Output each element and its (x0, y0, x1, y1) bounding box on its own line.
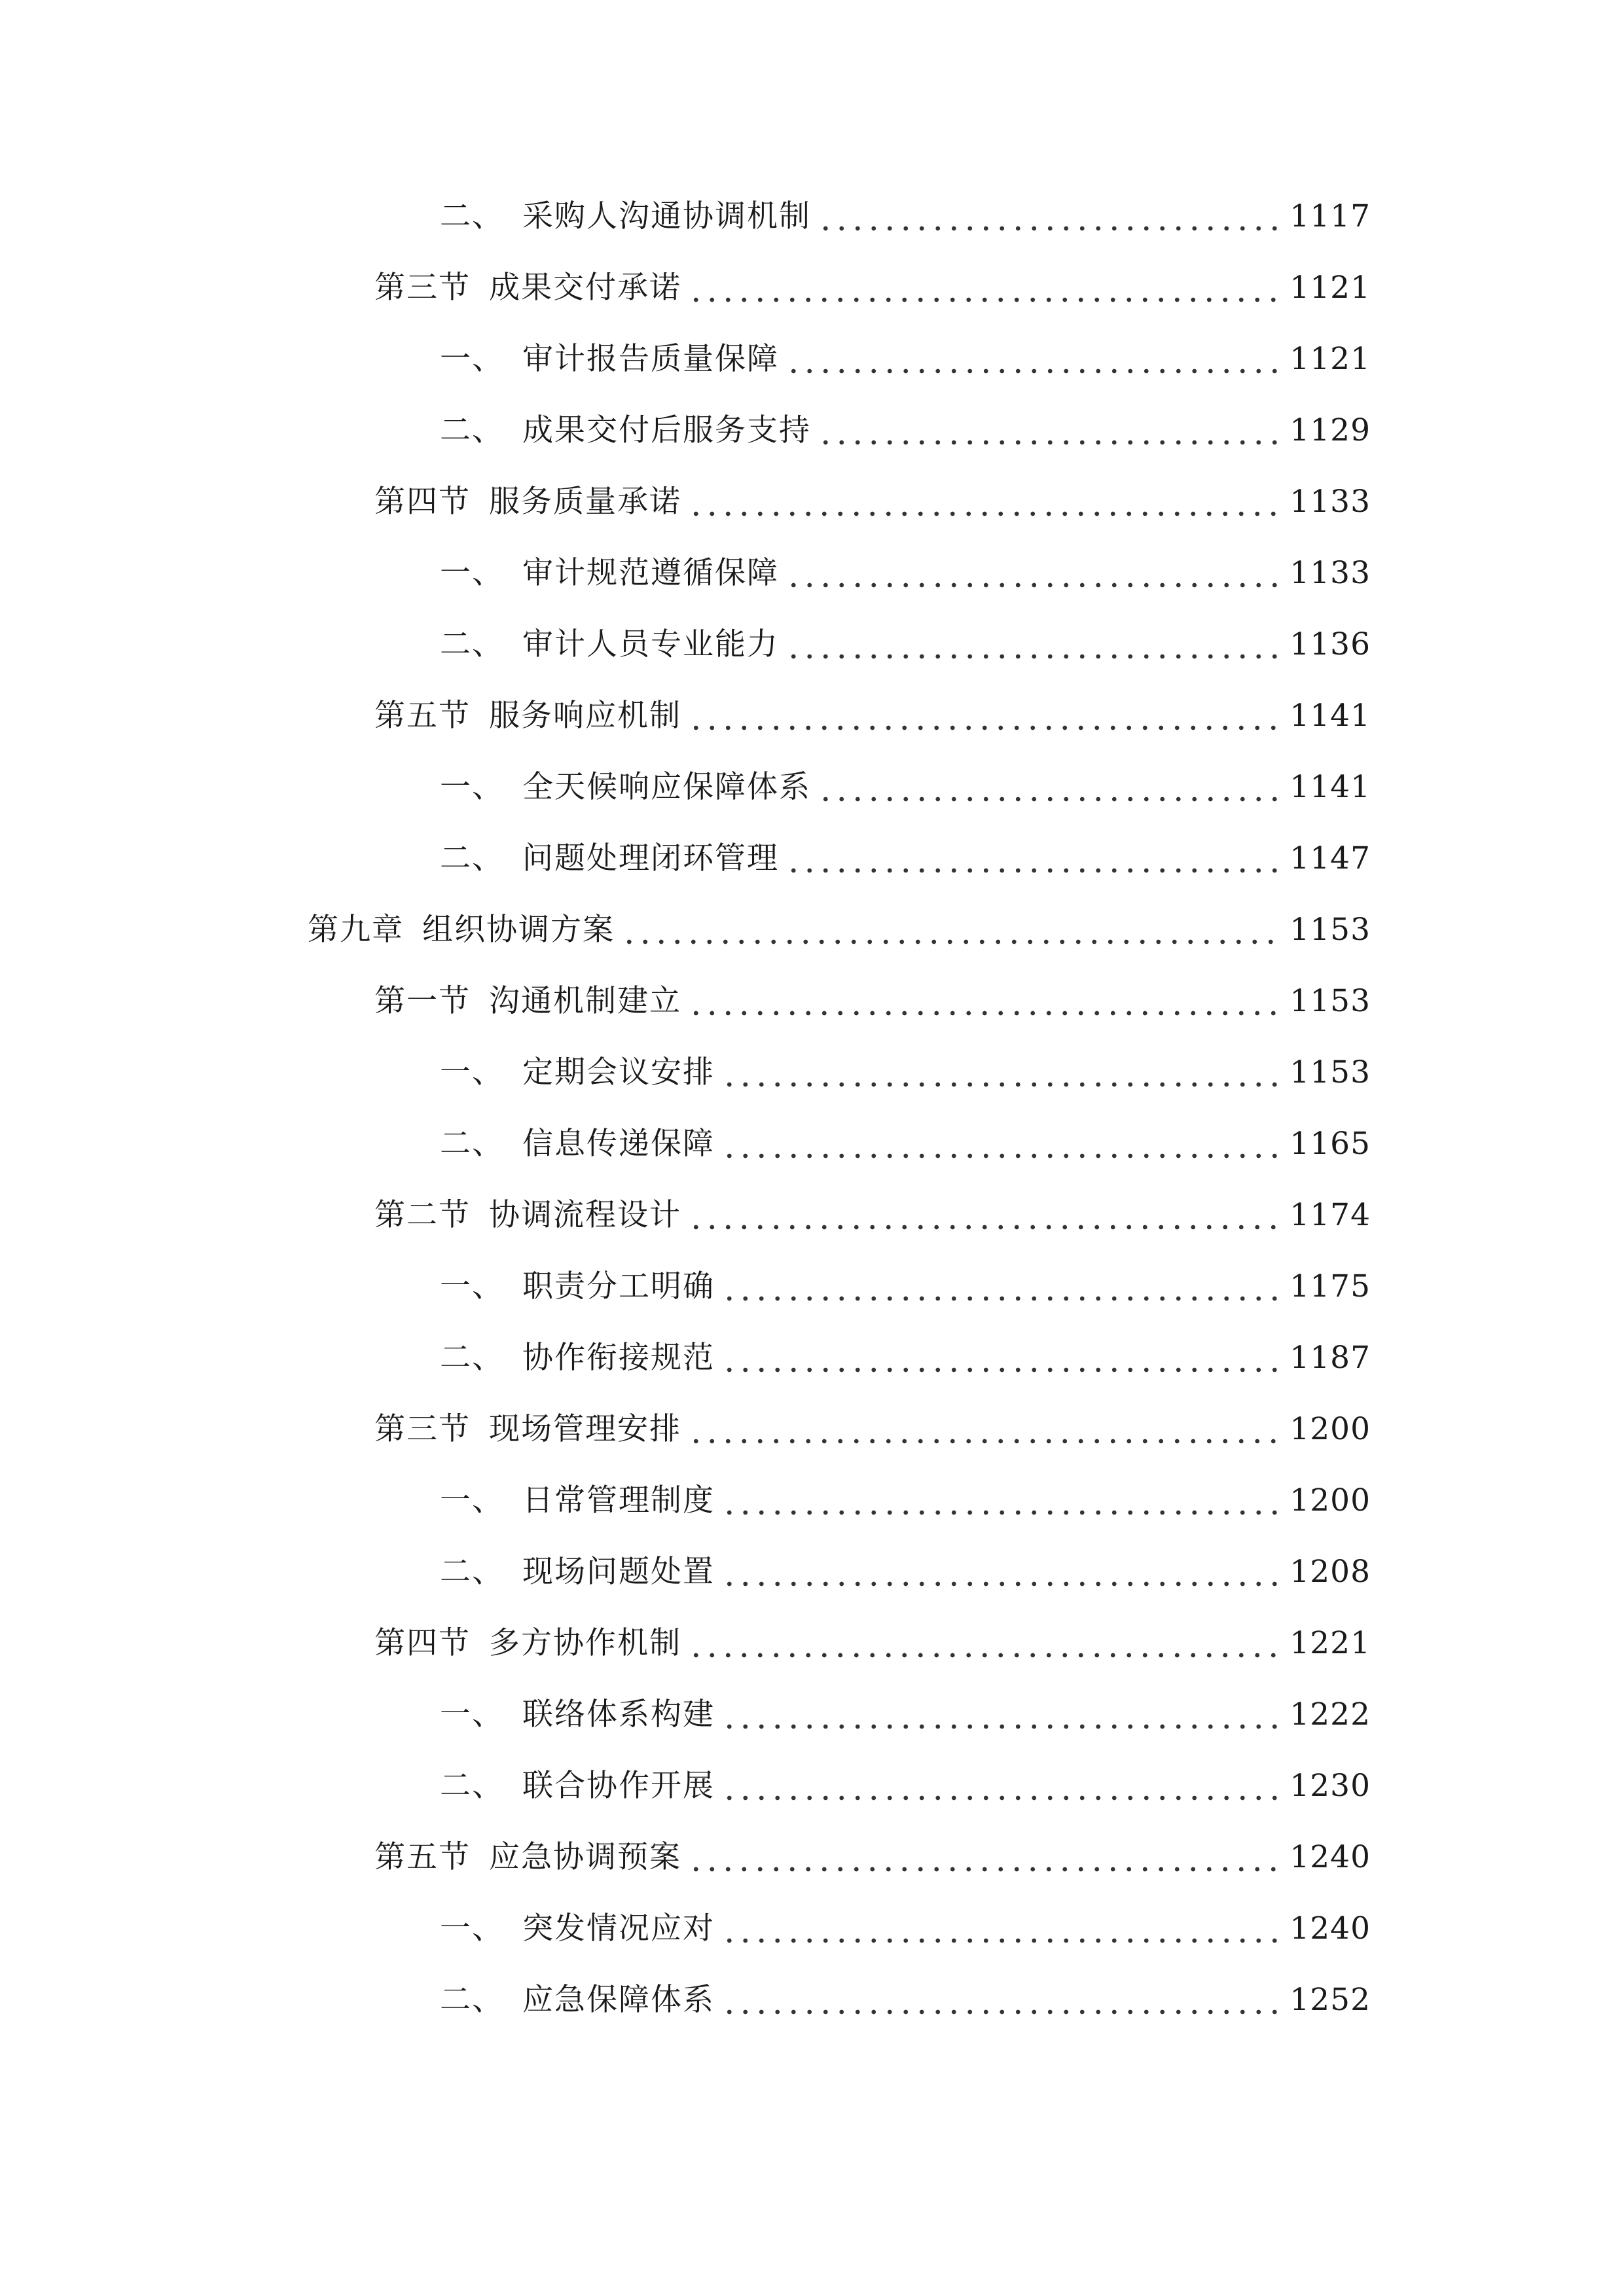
toc-entry-title: 审计报告质量保障 (522, 341, 779, 377)
toc-entry-number: 二、 (440, 626, 504, 662)
dot-leader (721, 1478, 1278, 1524)
toc-entry-number: 第五节 (374, 698, 471, 734)
toc-entry-page: 1141 (1290, 769, 1371, 805)
toc-entry-title: 现场问题处置 (522, 1554, 715, 1590)
dot-leader (785, 550, 1278, 596)
dot-leader (785, 836, 1278, 882)
dot-leader (721, 1906, 1278, 1952)
toc-entry-title: 服务质量承诺 (489, 484, 681, 520)
dot-leader (721, 1335, 1278, 1381)
toc-entry-number: 一、 (440, 1482, 504, 1518)
toc-entry-page: 1147 (1290, 840, 1371, 876)
toc-entry-number: 一、 (440, 1268, 504, 1304)
toc-entry-page: 1240 (1290, 1910, 1371, 1946)
toc-entry-number: 二、 (440, 1554, 504, 1590)
toc-entry-number: 一、 (440, 1910, 504, 1946)
toc-entry-number: 二、 (440, 1768, 504, 1804)
toc-entry[interactable] (440, 1264, 1371, 1310)
toc-entry-number: 第五节 (374, 1839, 471, 1875)
dot-leader (688, 479, 1278, 525)
dot-leader (621, 907, 1278, 953)
toc-entry[interactable] (374, 479, 1371, 525)
toc-entry-page: 1153 (1290, 912, 1371, 948)
toc-entry-title: 现场管理安排 (489, 1411, 681, 1447)
toc-entry[interactable] (374, 693, 1371, 739)
toc-entry-title: 组织协调方案 (422, 912, 615, 948)
toc-entry[interactable] (440, 836, 1371, 882)
toc-entry-title: 服务响应机制 (489, 698, 681, 734)
toc-entry-title: 审计规范遵循保障 (522, 555, 779, 591)
toc-entry-number: 第四节 (374, 1625, 471, 1661)
toc-entry[interactable] (440, 1977, 1371, 2023)
dot-leader (785, 336, 1278, 382)
toc-entry-number: 二、 (440, 198, 504, 234)
toc-entry-number: 第三节 (374, 270, 471, 306)
dot-leader (688, 693, 1278, 739)
toc-entry-number: 第二节 (374, 1197, 471, 1233)
toc-entry[interactable] (440, 1692, 1371, 1738)
toc-entry-page: 1117 (1290, 198, 1371, 234)
dot-leader (721, 1977, 1278, 2023)
toc-entry-number: 一、 (440, 1696, 504, 1732)
toc-entry-number: 第三节 (374, 1411, 471, 1447)
toc-entry-page: 1136 (1290, 626, 1371, 662)
toc-entry[interactable] (374, 978, 1371, 1024)
toc-entry[interactable] (308, 907, 1371, 953)
toc-entry-page: 1174 (1290, 1197, 1371, 1233)
dot-leader (688, 978, 1278, 1024)
toc-entry-page: 1200 (1290, 1411, 1371, 1447)
toc-entry-page: 1121 (1290, 270, 1371, 306)
toc-entry[interactable] (440, 622, 1371, 668)
toc-entry-number: 二、 (440, 840, 504, 876)
toc-entry-page: 1208 (1290, 1554, 1371, 1590)
toc-entry[interactable] (440, 1121, 1371, 1167)
toc-entry-page: 1200 (1290, 1482, 1371, 1518)
toc-entry[interactable] (440, 764, 1371, 810)
toc-entry-page: 1141 (1290, 698, 1371, 734)
toc-entry-number: 一、 (440, 555, 504, 591)
dot-leader (721, 1763, 1278, 1809)
toc-entry[interactable] (374, 1193, 1371, 1238)
toc-entry-number: 二、 (440, 1982, 504, 2018)
toc-entry-title: 成果交付后服务支持 (522, 412, 811, 448)
toc-entry-page: 1129 (1290, 412, 1371, 448)
toc-entry[interactable] (374, 265, 1371, 311)
toc-entry[interactable] (374, 1835, 1371, 1880)
toc-entry-title: 突发情况应对 (522, 1910, 715, 1946)
toc-entry-title: 审计人员专业能力 (522, 626, 779, 662)
dot-leader (688, 1621, 1278, 1666)
toc-entry-page: 1230 (1290, 1768, 1371, 1804)
toc-entry-page: 1175 (1290, 1268, 1371, 1304)
toc-entry-title: 职责分工明确 (522, 1268, 715, 1304)
toc-entry-page: 1221 (1290, 1625, 1371, 1661)
toc-entry[interactable] (374, 1621, 1371, 1666)
toc-entry-number: 二、 (440, 1340, 504, 1376)
toc-entry-title: 联合协作开展 (522, 1768, 715, 1804)
toc-entry-title: 联络体系构建 (522, 1696, 715, 1732)
toc-entry-number: 一、 (440, 769, 504, 805)
toc-entry-title: 全天候响应保障体系 (522, 769, 811, 805)
dot-leader (818, 194, 1278, 240)
dot-leader (688, 1835, 1278, 1880)
toc-entry-title: 协作衔接规范 (522, 1340, 715, 1376)
toc-entry-page: 1165 (1290, 1126, 1371, 1162)
toc-entry[interactable] (440, 194, 1371, 240)
dot-leader (721, 1264, 1278, 1310)
toc-entry-number: 第九章 (308, 912, 404, 948)
toc-entry-title: 应急协调预案 (489, 1839, 681, 1875)
toc-entry-page: 1187 (1290, 1340, 1371, 1376)
dot-leader (688, 1407, 1278, 1452)
dot-leader (721, 1549, 1278, 1595)
toc-entry-title: 多方协作机制 (489, 1625, 681, 1661)
toc-entry-page: 1240 (1290, 1839, 1371, 1875)
toc-entry-number: 一、 (440, 1054, 504, 1090)
dot-leader (688, 1193, 1278, 1238)
dot-leader (688, 265, 1278, 311)
dot-leader (818, 408, 1278, 454)
dot-leader (721, 1050, 1278, 1096)
toc-entry-page: 1222 (1290, 1696, 1371, 1732)
toc-entry[interactable] (440, 1050, 1371, 1096)
toc-entry-number: 第四节 (374, 484, 471, 520)
dot-leader (721, 1692, 1278, 1738)
toc-entry[interactable] (440, 1549, 1371, 1595)
toc-entry-page: 1252 (1290, 1982, 1371, 2018)
toc-entry-page: 1153 (1290, 983, 1371, 1019)
toc-entry-title: 问题处理闭环管理 (522, 840, 779, 876)
toc-entry-title: 协调流程设计 (489, 1197, 681, 1233)
toc-entry[interactable] (440, 1906, 1371, 1952)
toc-entry-number: 二、 (440, 412, 504, 448)
toc-entry-title: 沟通机制建立 (489, 983, 681, 1019)
toc-entry-title: 日常管理制度 (522, 1482, 715, 1518)
toc-entry-page: 1133 (1290, 484, 1371, 520)
toc-entry-title: 应急保障体系 (522, 1982, 715, 2018)
toc-entry[interactable] (374, 1407, 1371, 1452)
toc-entry-number: 第一节 (374, 983, 471, 1019)
toc-entry-page: 1121 (1290, 341, 1371, 377)
dot-leader (818, 764, 1278, 810)
toc-entry-page: 1133 (1290, 555, 1371, 591)
toc-entry-title: 信息传递保障 (522, 1126, 715, 1162)
toc-entry-number: 一、 (440, 341, 504, 377)
dot-leader (785, 622, 1278, 668)
toc-entry[interactable] (440, 336, 1371, 382)
dot-leader (721, 1121, 1278, 1167)
toc-entry[interactable] (440, 408, 1371, 454)
toc-entry-number: 二、 (440, 1126, 504, 1162)
toc-entry-title: 定期会议安排 (522, 1054, 715, 1090)
toc-entry[interactable] (440, 550, 1371, 596)
toc-entry-title: 成果交付承诺 (489, 270, 681, 306)
toc-entry-page: 1153 (1290, 1054, 1371, 1090)
toc-entry[interactable] (440, 1335, 1371, 1381)
toc-entry[interactable] (440, 1763, 1371, 1809)
toc-entry[interactable] (440, 1478, 1371, 1524)
toc-entry-title: 采购人沟通协调机制 (522, 198, 811, 234)
